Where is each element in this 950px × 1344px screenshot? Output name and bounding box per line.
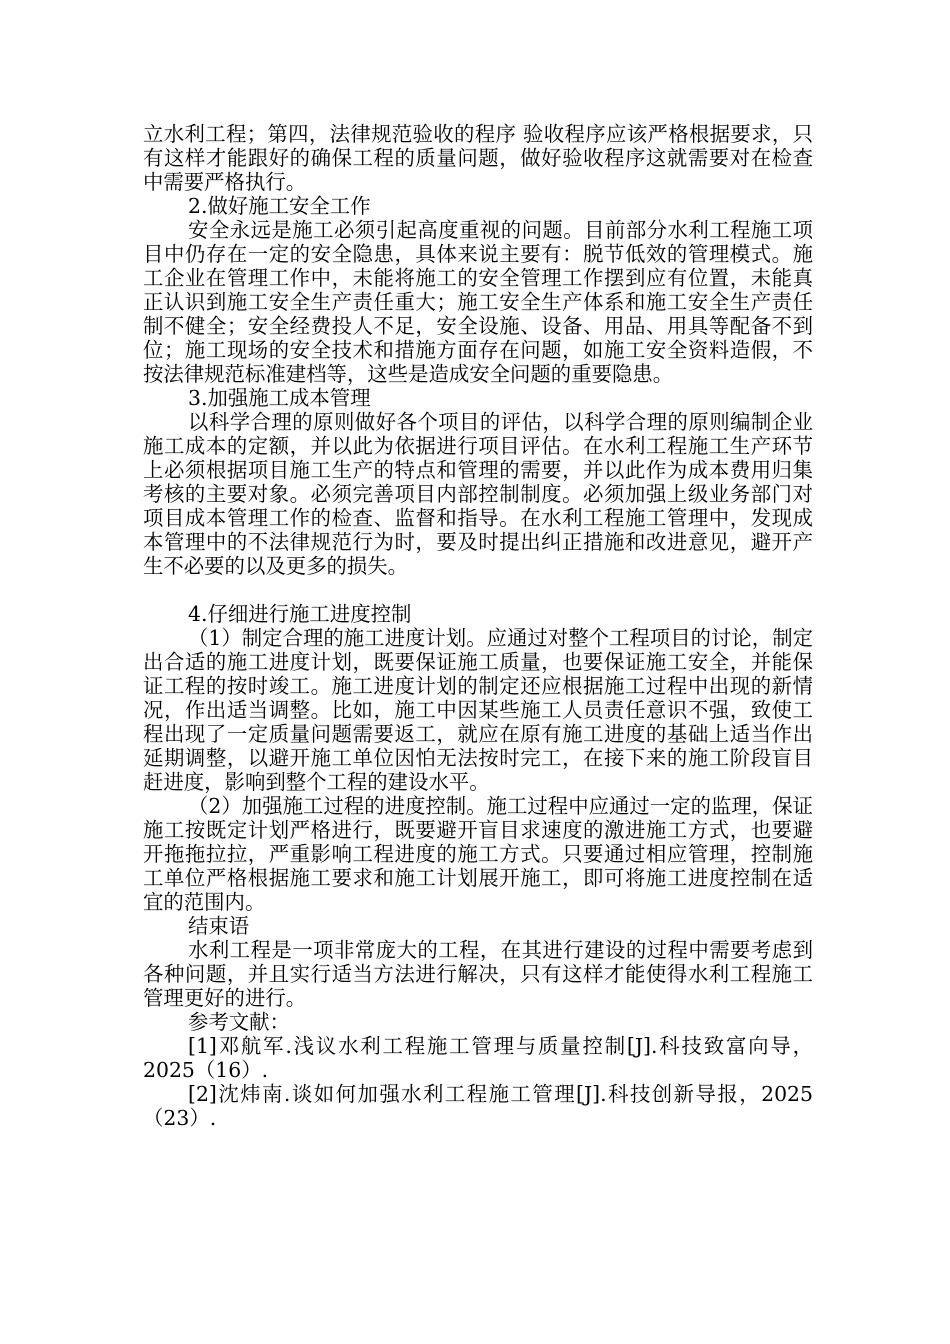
- paragraph-construction-safety: 安全永远是施工必须引起高度重视的问题。目前部分水利工程施工项目中仍存在一定的安全隐患，具体来说主要有：脱节低效的管理模式。施工企业在管理工作中，未能将施工的安全管理工作摆到应有位置，未能真正认识到施工安全生产责任重大；施工安全生产体系和施工安全生产责任制不健全；安全经费投人不足，安全设施、设备、用品、用具等配备不到位；施工现场的安全技术和措施方面存在问题，如施工安全资料造假，不按法律规范标准建档等，这些是造成安全问题的重要隐患。: [143, 218, 813, 386]
- heading-conclusion: 结束语: [188, 914, 250, 938]
- heading-progress-control: 4.仔细进行施工进度控制: [188, 602, 412, 626]
- paragraph-process-control: （2）加强施工过程的进度控制。施工过程中应通过一定的监理，保证施工按既定计划严格进行，既要避开盲目求速度的激进施工方式，也要避开拖拖拉拉，严重影响工程进度的施工方式。只要通过相应管理，控制施工单位严格根据施工要求和施工计划展开施工，即可将施工进度控制在适宜的范围内。: [143, 794, 813, 914]
- heading-cost-management: 3.加强施工成本管理: [188, 386, 371, 410]
- paragraph-cost-management: 以科学合理的原则做好各个项目的评估，以科学合理的原则编制企业施工成本的定额，并以此为依据进行项目评估。在水利工程施工生产环节上必须根据项目施工生产的特点和管理的需要，并以此作为成本费用归集考核的主要对象。必须完善项目内部控制制度。必须加强上级业务部门对项目成本管理工作的检查、监督和指导。在水利工程施工管理中，发现成本管理中的不法律规范行为时，要及时提出纠正措施和改进意见，避开产生不必要的以及更多的损失。: [143, 410, 813, 578]
- paragraph-progress-plan: （1）制定合理的施工进度计划。应通过对整个工程项目的讨论，制定出合适的施工进度计划，既要保证施工质量，也要保证施工安全，并能保证工程的按时竣工。施工进度计划的制定还应根据施工过程中出现的新情况，作出适当调整。比如，施工中因某些施工人员责任意识不强，致使工程出现了一定质量问题需要返工，就应在原有施工进度的基础上适当作出延期调整，以避开施工单位因怕无法按时完工，在接下来的施工阶段盲目赶进度，影响到整个工程的建设水平。: [143, 626, 813, 794]
- heading-references: 参考文献：: [188, 1010, 290, 1034]
- reference-item-1: [1]邓航军.浅议水利工程施工管理与质量控制[J].科技致富向导，2025（16）.: [143, 1034, 813, 1082]
- paragraph-conclusion: 水利工程是一项非常庞大的工程，在其进行建设的过程中需要考虑到各种问题，并且实行适当方法进行解决，只有这样才能使得水利工程施工管理更好的进行。: [143, 938, 813, 1010]
- paragraph-acceptance-procedure: 立水利工程；第四，法律规范验收的程序 验收程序应该严格根据要求，只有这样才能跟好的确保工程的质量问题，做好验收程序这就需要对在检查中需要严格执行。: [143, 122, 813, 194]
- reference-item-2: [2]沈炜南.谈如何加强水利工程施工管理[J].科技创新导报，2025（23）.: [143, 1082, 813, 1130]
- heading-construction-safety: 2.做好施工安全工作: [188, 194, 371, 218]
- document-body: [143, 122, 813, 1130]
